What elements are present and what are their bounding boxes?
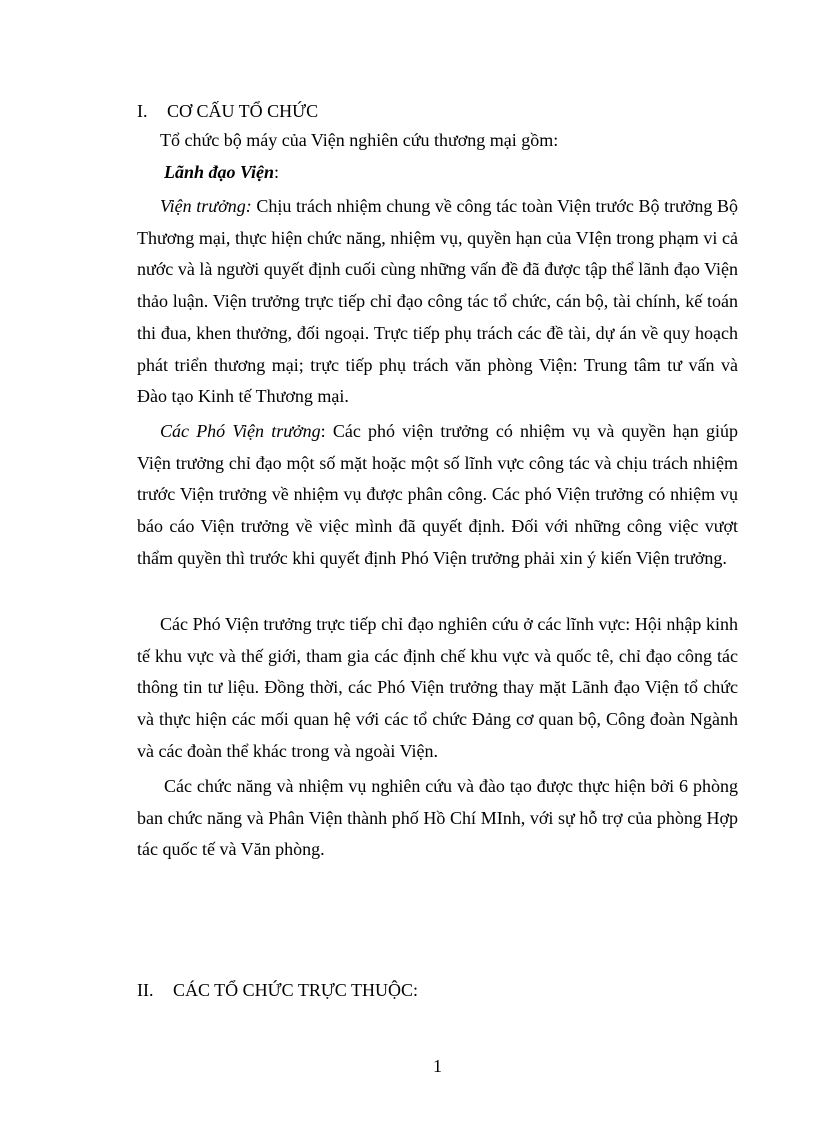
section-2-number: II. (137, 980, 154, 1000)
leadership-suffix: : (274, 162, 280, 182)
section-1-number: I. (137, 101, 148, 121)
paragraph-pho-vien-truong-lead: Các Phó Viện trưởng (160, 421, 321, 441)
intro-line: Tổ chức bộ máy của Viện nghiên cứu thương mại gồm: (160, 130, 559, 150)
paragraph-chuc-nang-text: Các chức năng và nhiệm vụ nghiên cứu và đào tạo được thực hiện bởi 6 phòng ban chức năng và Phân Viện thành phố Hồ Chí MInh, với sự hỗ trợ của phòng Hợp tác quốc tế và Văn phòng. (137, 776, 738, 860)
paragraph-vien-truong-text: Chịu trách nhiệm chung về công tác toàn Viện trước Bộ trưởng Bộ Thương mại, thực hiện chức năng, nhiệm vụ, quyền hạn của VIện trong phạm vi cả nước và là người quyết định cuối cùng những vấn đề đã được tập thể lãnh đạo Viện thảo luận. Viện trưởng trực tiếp chỉ đạo công tác tổ chức, cán bộ, tài chính, kế toán thi đua, khen thưởng, đối ngoại. Trực tiếp phụ trách các đề tài, dự án về quy hoạch phát triển thương mại; trực tiếp phụ trách văn phòng Viện: Trung tâm tư vấn và Đào tạo Kinh tế Thương mại. (137, 196, 738, 407)
page-number: 1 (433, 1056, 442, 1076)
paragraph-truc-tiep-chi-dao (137, 609, 738, 768)
leadership-heading (164, 162, 279, 183)
section-1-title: CƠ CẤU TỔ CHỨC (167, 101, 319, 121)
paragraph-vien-truong (137, 191, 738, 413)
section-2-heading (137, 979, 418, 1001)
paragraph-pho-vien-truong-text: : Các phó viện trưởng có nhiệm vụ và quyền hạn giúp Viện trưởng chỉ đạo một số mặt hoặc một số lĩnh vực công tác và chịu trách nhiệm trước Viện trưởng về nhiệm vụ được phân công. Các phó Viện trưởng có nhiệm vụ báo cáo Viện trưởng về việc mình đã quyết định. Đối với những công việc vượt thẩm quyền thì trước khi quyết định Phó Viện trưởng phải xin ý kiến Viện trưởng. (137, 421, 738, 568)
paragraph-truc-tiep-chi-dao-text: Các Phó Viện trưởng trực tiếp chỉ đạo nghiên cứu ở các lĩnh vực: Hội nhập kinh tế khu vực và thế giới, tham gia các định chế khu vực và quốc tê, chỉ đạo công tác thông tin tư liệu. Đồng thời, các Phó Viện trưởng thay mặt Lãnh đạo Viện tổ chức và thực hiện các mối quan hệ với các tổ chức Đảng cơ quan bộ, Công đoàn Ngành và các đoàn thể khác trong và ngoài Viện. (137, 614, 738, 761)
paragraph-pho-vien-truong (137, 416, 738, 575)
paragraph-chuc-nang (137, 771, 738, 866)
section-2-title: CÁC TỔ CHỨC TRỰC THUỘC: (173, 980, 418, 1000)
leadership-title: Lãnh đạo Viện (164, 162, 275, 182)
section-1-heading (137, 100, 318, 122)
paragraph-vien-truong-lead: Viện trưởng: (160, 196, 252, 216)
